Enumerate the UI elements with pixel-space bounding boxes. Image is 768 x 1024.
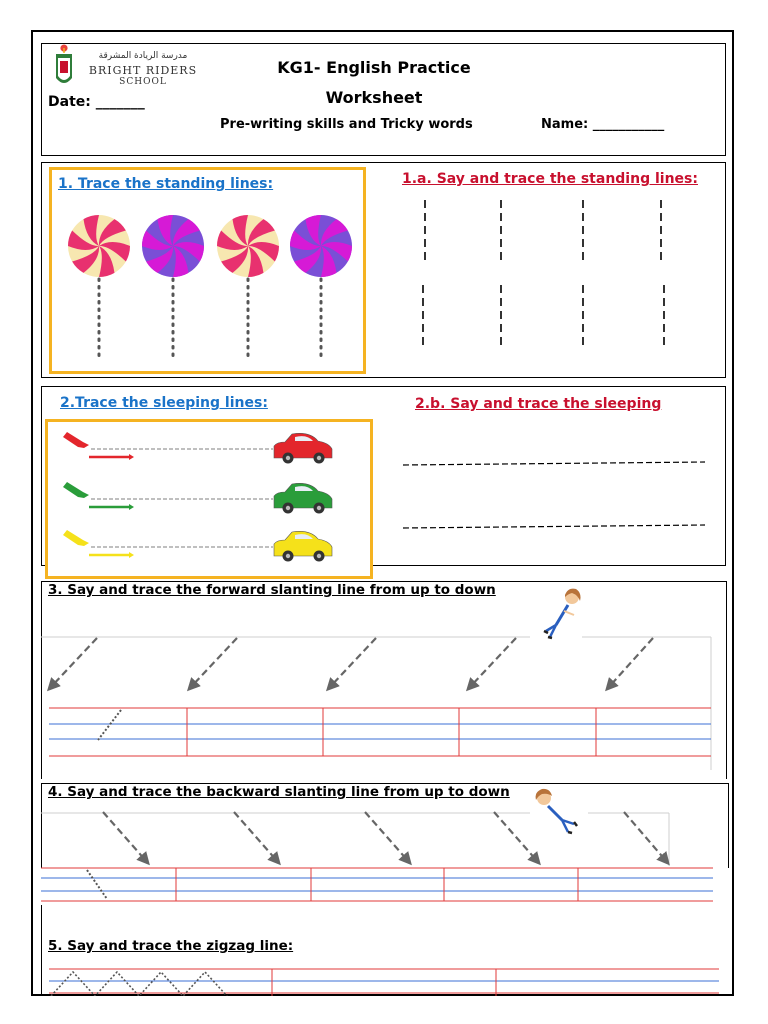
sleeping-lines-trace bbox=[400, 455, 710, 535]
backward-slant-arrow bbox=[234, 812, 278, 862]
lollipop bbox=[290, 215, 352, 357]
forward-slant-arrow bbox=[50, 638, 97, 688]
green-crayon bbox=[63, 482, 332, 514]
section1a-heading: 1.a. Say and trace the standing lines: bbox=[402, 171, 698, 187]
section4-heading: 4. Say and trace the backward slanting line from up to down bbox=[48, 784, 510, 800]
section2b-heading: 2.b. Say and trace the sleeping bbox=[415, 396, 662, 412]
standing-lines-trace bbox=[400, 190, 700, 355]
zigzag-line bbox=[51, 972, 227, 996]
backward-slant-arrow bbox=[365, 812, 409, 862]
forward-slant-arrow bbox=[190, 638, 237, 688]
section5-heading: 5. Say and trace the zigzag line: bbox=[48, 938, 294, 954]
school-name: BRIGHT RIDERS bbox=[88, 64, 198, 77]
red-crayon bbox=[63, 432, 332, 464]
lollipops-illustration bbox=[49, 167, 366, 374]
backward-slant-arrow bbox=[624, 812, 667, 862]
school-arabic-name: مدرسة الريادة المشرقة bbox=[98, 51, 188, 61]
backward-slant-arrow bbox=[103, 812, 147, 862]
page-subtitle: Worksheet bbox=[325, 88, 423, 107]
page-title: KG1- English Practice bbox=[277, 58, 471, 77]
name-field: Name: ___________ bbox=[541, 117, 665, 132]
crayons-cars-illustration bbox=[45, 419, 373, 579]
forward-slant-arrows bbox=[41, 600, 727, 770]
forward-slant-arrow bbox=[608, 638, 653, 688]
forward-slant-arrow bbox=[329, 638, 376, 688]
yellow-crayon bbox=[63, 530, 332, 562]
section2-heading: 2.Trace the sleeping lines: bbox=[60, 395, 268, 411]
zigzag-trace bbox=[41, 960, 727, 996]
lollipop bbox=[68, 215, 130, 357]
forward-slant-arrow bbox=[469, 638, 516, 688]
sleeping-line bbox=[403, 525, 705, 528]
sleeping-line bbox=[403, 462, 705, 465]
school-name-2: SCHOOL bbox=[119, 77, 167, 87]
section1-heading: 1. Trace the standing lines: bbox=[58, 176, 274, 192]
topic-label: Pre-writing skills and Tricky words bbox=[220, 117, 473, 132]
section3-heading: 3. Say and trace the forward slanting line from up to down bbox=[48, 582, 496, 598]
school-logo bbox=[48, 44, 198, 98]
lollipop bbox=[142, 215, 204, 357]
date-label: Date: _______ bbox=[48, 94, 145, 110]
backward-slant-arrows bbox=[41, 800, 727, 905]
lollipop bbox=[217, 215, 279, 357]
girl-figure-forward bbox=[530, 585, 582, 641]
girl-figure-backward bbox=[530, 786, 588, 836]
